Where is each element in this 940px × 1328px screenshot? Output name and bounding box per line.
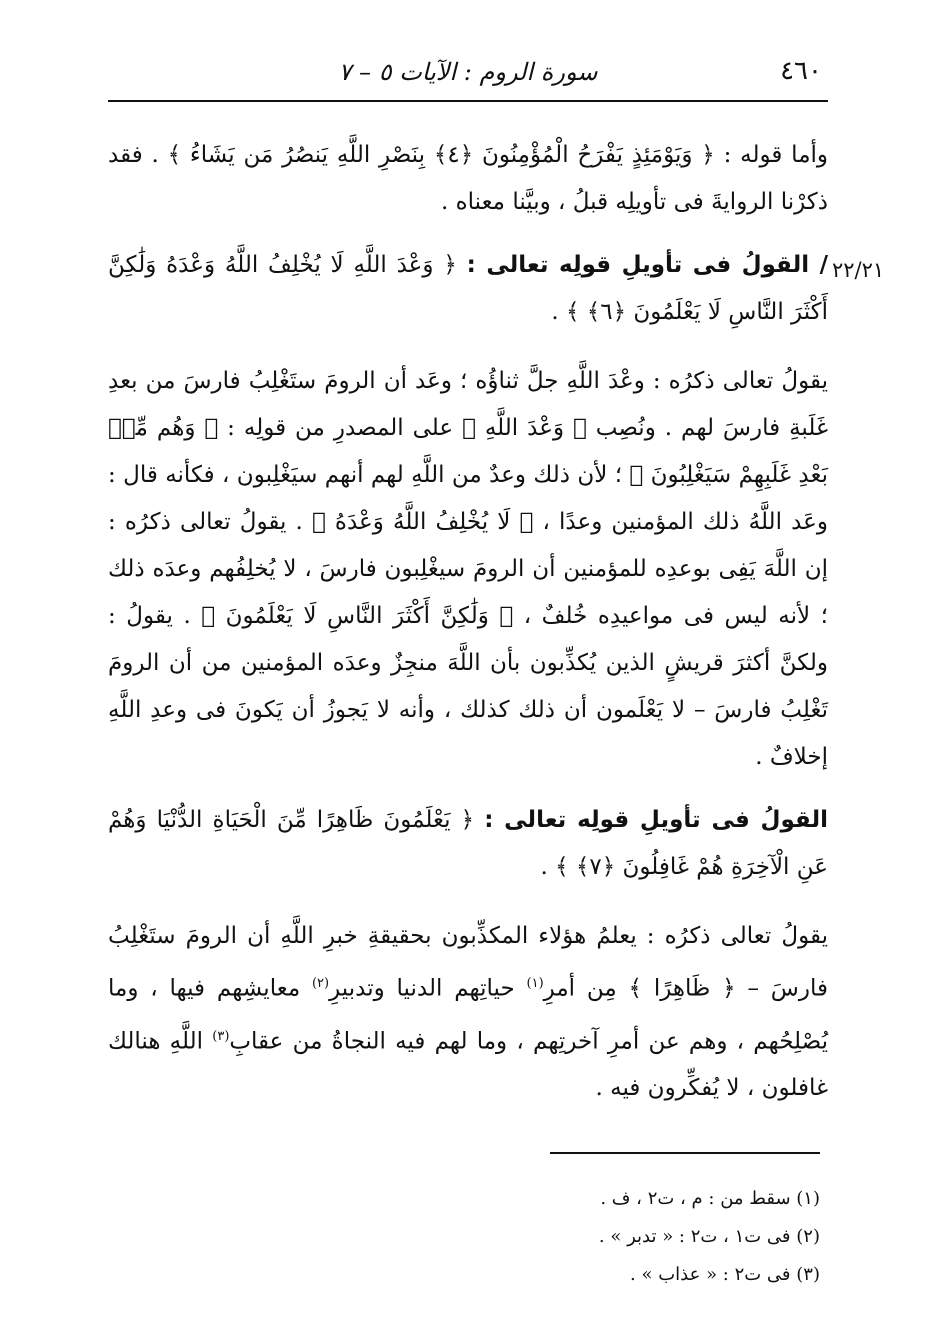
verse-text: ﴿ وَعْدَ اللَّهِ لَا يُخْلِفُ اللَّهُ وَعْدَهُ وَلَٰكِنَّ أَكْثَرَ النَّاسِ لَا يَعْلَمُونَ ﴿٦﴾ ﴾ .: [108, 252, 828, 325]
text-segment: يقولُ تعالى ذكرُه : يعلمُ هؤلاء المكذِّبون بحقيقةِ خبرِ اللَّهِ أن الرومَ ستَغْلِبُ فارسَ – ﴿ ظَاهِرًا ﴾ مِن أمرِ: [108, 923, 828, 1002]
verse-heading-7: [108, 797, 828, 891]
paragraph-intro: وأما قوله : ﴿ وَيَوْمَئِذٍ يَفْرَحُ الْمُؤْمِنُونَ ﴿٤﴾ بِنَصْرِ اللَّهِ يَنصُرُ مَن يَشَاءُ ﴾ . فقد ذكرْنا الروايةَ فى تأويلِه قبلُ ، وبيَّنا معناه .: [108, 142, 829, 215]
footnote-marker-3[interactable]: (٣): [212, 1028, 230, 1044]
heading-label: القولُ فى تأويلِ قولِه تعالى :: [484, 807, 829, 833]
verse-text: ﴿ يَعْلَمُونَ ظَاهِرًا مِّنَ الْحَيَاةِ الدُّنْيَا وَهُمْ عَنِ الْآخِرَةِ هُمْ غَافِلُونَ ﴿٧﴾ ﴾ .: [108, 807, 828, 880]
heading-label: / القولُ فى تأويلِ قولِه تعالى :: [466, 252, 828, 278]
paragraph-final: [108, 913, 828, 1112]
page-header: [108, 50, 828, 100]
footnote-2: (٢) فى ت١ ، ت٢ : « تدبر » .: [598, 1226, 820, 1247]
page-number: ٤٦٠: [780, 56, 822, 86]
text-segment: معايشِهم فيها ، وما يُصْلِحُهم ، وهم عن أمرِ آخرتِهم ، وما لهم فيه النجاةُ من عقابِ: [108, 975, 828, 1055]
footnote-rule: [550, 1152, 820, 1154]
running-head: سورة الروم : الآيات ٥ – ٧: [338, 58, 598, 86]
header-rule: [108, 100, 828, 102]
footnotes: [320, 1180, 820, 1294]
verse-heading-6: [108, 242, 828, 336]
main-text: [108, 132, 828, 1128]
margin-reference: ٢٢/٢١: [832, 258, 885, 282]
footnote-marker-2[interactable]: (٢): [311, 976, 330, 991]
footnote-1: (١) سقط من : م ، ت٢ ، ف .: [600, 1188, 820, 1209]
text-segment: حياتِهم الدنيا وتدبيرِ: [329, 975, 527, 1002]
text-segment: اللَّهِ هنالك غافلون ، لا يُفكِّرون فيه .: [108, 1028, 828, 1102]
paragraph-commentary: يقولُ تعالى ذكرُه : وعْدَ اللَّهِ جلَّ ثناؤُه ؛ وعَد أن الرومَ ستَغْلِبُ فارسَ من بعدِ غَلَبةِ فارسَ لهم . ونُصِب ﴿ وَعْدَ اللَّهِ ﴾ على المصدرِ من قولِه : ﴿ وَهُم مِّنۢ بَعْدِ غَلَبِهِمْ سَيَغْلِبُونَ ﴾ ؛ لأن ذلك وعدٌ من اللَّهِ لهم أنهم سيَغْلِبون ، فكأنه قال : وعَد اللَّهُ ذلك المؤمنين وعدًا ، ﴿ لَا يُخْلِفُ اللَّهُ وَعْدَهُ ﴾ . يقولُ تعالى ذكرُه : إن اللَّهَ يَفِى بوعدِه للمؤمنين أن الرومَ سيغْلِبون فارسَ ، لا يُخلِفُهم وعدَه ذلك ؛ لأنه ليس فى مواعيدِه خُلفٌ ، ﴿ وَلَٰكِنَّ أَكْثَرَ النَّاسِ لَا يَعْلَمُونَ ﴾ . يقولُ : ولكنَّ أكثرَ قريشٍ الذين يُكذِّبون بأن اللَّهَ منجِزٌ وعدَه المؤمنين من أن الرومَ تَغْلِبُ فارسَ – لا يَعْلَمون أن ذلك كذلك ، وأنه لا يَجوزُ أن يَكونَ فى وعدِ اللَّهِ إخلافٌ .: [108, 368, 828, 770]
footnote-3: (٣) فى ت٢ : « عذاب » .: [630, 1264, 820, 1285]
footnote-marker-1[interactable]: (١): [526, 976, 544, 991]
